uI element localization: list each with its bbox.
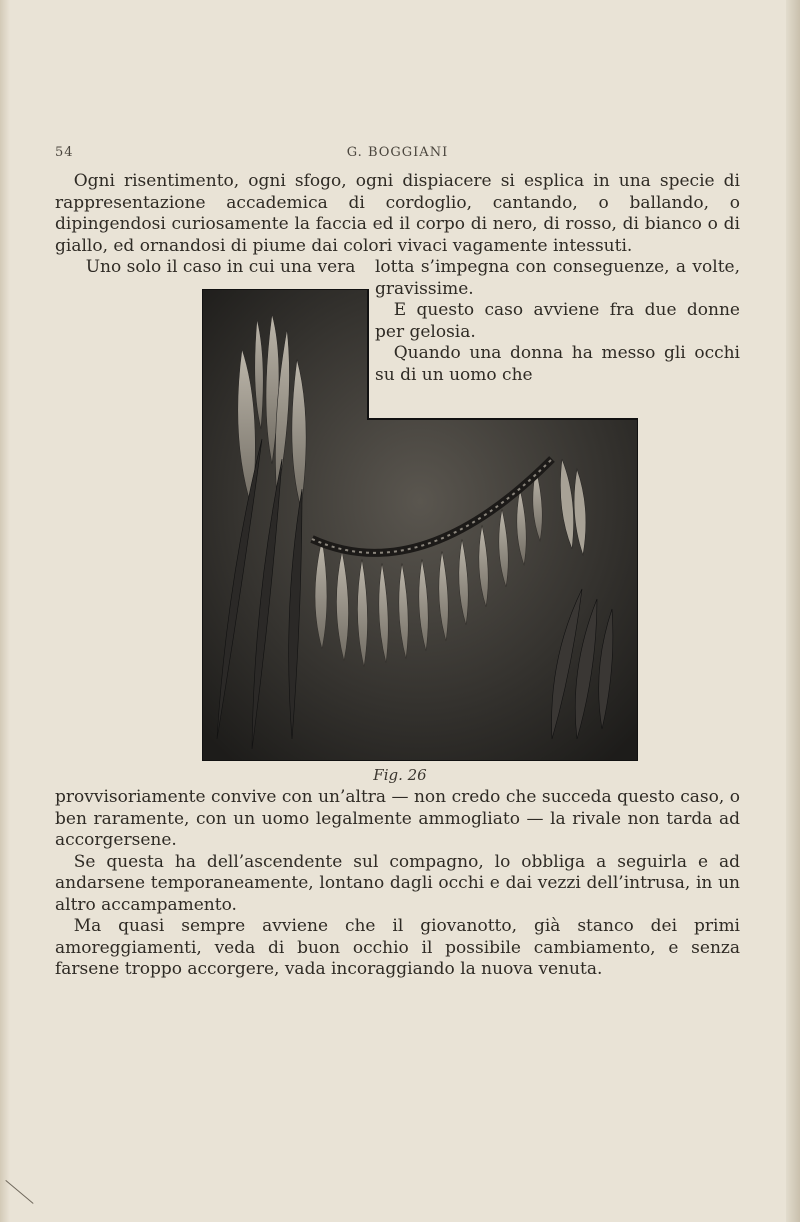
paragraph: Ogni risentimento, ogni sfogo, ogni dispiacere si esplica in una specie di rappresentazione accademica di cordoglio, cantando, o ballando, o dipingendosi curiosamente la faccia ed il corpo di nero, di rosso, di bianco o di giallo, ed ornandosi di piume dai colori vivaci vagamente intessuti. <box>55 171 740 256</box>
paragraph: Se questa ha dell’ascendente sul compagno, lo obbliga a seguirla e ad andarsene temporaneamente, lontano dagli occhi e dai vezzi dell’intrusa, in un altro accampamento. <box>55 851 740 915</box>
paragraph: Uno solo il caso in cui una vera <box>85 257 356 277</box>
page-number: 54 <box>55 145 74 160</box>
paragraph: E questo caso avviene fra due donne per gelosia. <box>375 300 740 342</box>
paragraph: provvisoriamente convive con un’altra — non credo che succeda questo caso, o ben raramente, con un uomo legalmente ammogliato — la rivale non tarda ad accorgersene. <box>55 787 740 850</box>
paragraph: lotta s’impegna con conseguenze, a volte, gravissime. <box>375 257 740 299</box>
figure-caption: Fig. 26 <box>373 766 427 784</box>
figure-feather-ornament <box>202 289 638 761</box>
page-edge-left <box>0 0 10 1222</box>
body-text-bottom <box>55 787 740 981</box>
paragraph: Quando una donna ha messo gli occhi su di un uomo che <box>375 343 740 385</box>
page-edge-right <box>786 0 800 1222</box>
paragraph: Ma quasi sempre avviene che il giovanotto, già stanco dei primi amoreggiamenti, veda di buon occhio il possibile cambiamento, e senza farsene troppo accorgere, vada incoraggiando la nuova venuta. <box>55 916 740 979</box>
running-title: G. BOGGIANI <box>346 145 449 160</box>
